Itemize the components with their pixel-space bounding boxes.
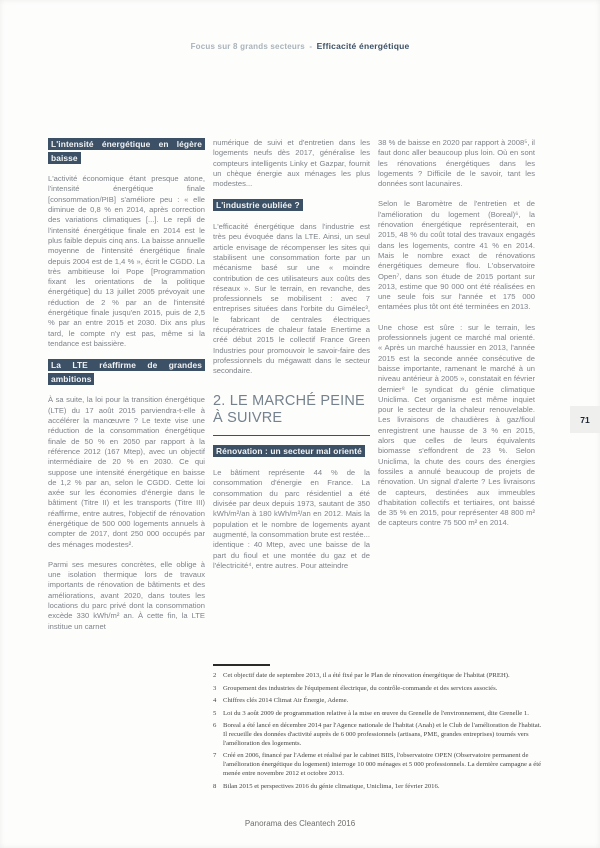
column-middle	[213, 138, 370, 581]
footnote-item: 2 Cet objectif date de septembre 2013, il a été fixé par le Plan de rénovation énergétique de l'habitat (PREH).	[213, 672, 510, 679]
page-number-tab	[570, 406, 600, 433]
footnote-item: 7 Créé en 2006, financé par l'Ademe et réalisé par le cabinet BIIS, l'observatoire OPEN (Observatoire permanent de l'amélioration énergétique du logement) interroge 10 000 ménages et 5 000 professionnels. La dernière campagne a été menée entre novembre 2012 et octobre 2013.	[213, 752, 542, 778]
header-section-title: Efficacité énergétique	[316, 41, 410, 51]
paragraph: numérique de suivi et d'entretien dans les logements neufs dès 2017, généralise les compteurs intelligents Linky et Gazpar, fournit un chèque énergie aux ménages les plus modestes...	[213, 138, 370, 189]
highlight-heading-intensite: L'intensité énergétique en légère baisse	[48, 138, 205, 165]
paragraph: L'efficacité énergétique dans l'industrie est très peu évoquée dans la LTE. Ainsi, un seul article envisage de récompenser les sites qui stabilisent une consommation forte par un mécanisme basé sur une « moindre contribution de ces utilisateurs aux coûts des réseaux ». Sur le terrain, en revanche, des professionnels se mobilisent : avec 7 entreprises situées dans l'orbite du Gimélec³, le fabricant de centrales électriques récupératrices de chaleur fatale Enertime a créé début 2015 le collectif France Green Industries pour promouvoir le savoir-faire des professionnels du mégawatt dans le secteur secondaire.	[213, 222, 370, 376]
footnote-item: 5 Loi du 3 août 2009 de programmation relative à la mise en œuvre du Grenelle de l'environnement, dite Grenelle 1.	[213, 709, 529, 717]
footnote-item: 6 Boreal a été lancé en décembre 2014 par l'Agence nationale de l'habitat (Anah) et le Club de l'amélioration de l'habitat. Il recueille des données d'activité auprès de 6 000 professionnels (artisans, PME, grandes entreprises) tournés vers l'amélioration des logements.	[213, 722, 542, 747]
column-right	[378, 138, 535, 539]
column-left	[48, 138, 205, 642]
page-number: 71	[580, 414, 590, 425]
footnote-item: 8 Bilan 2015 et perspectives 2016 du génie climatique, Uniclima, 1er février 2016.	[213, 782, 440, 790]
highlight-heading-renovation: Rénovation : un secteur mal orienté	[213, 445, 370, 459]
paragraph: À sa suite, la loi pour la transition énergétique (LTE) du 17 août 2015 parviendra-t-elle à accélérer la manœuvre ? Le texte vise une réduction de la consommation énergétique finale de 50 % en 2050 par rapport à la référence 2012 (167 Mtep), avec un objectif intermédiaire de 20 % en 2030. Ce qui suppose une intensité énergétique en baisse de 1,2 % par an, selon le CGDD. Cette loi axée sur les économies d'énergie dans le bâtiment (Titre II) et les transports (Titre III) réaffirme, entre autres, l'objectif de rénovation énergétique de 500 000 logements annuels à compter de 2017, dont 250 000 occupés par des ménages modestes².	[48, 395, 205, 549]
paragraph: L'activité économique étant presque atone, l'intensité énergétique finale [consommation/PIB] s'améliore peu : « elle diminue de 0,8 % en 2014, après correction des variations climatiques [...]. Le repli de l'intensité énergétique finale en 2014 est le plus faible depuis cinq ans. La baisse annuelle moyenne de l'intensité énergétique finale depuis 2004 est de 1,4 % », écrit le CGDD. La très ambitieuse loi Pope [Programmation fixant les orientations de la politique énergétique] du 13 juillet 2005 prévoyait une réduction de 2 % par an de l'intensité énergétique finale jusqu'en 2015, puis de 2,5 % par an entre 2015 et 2030. Dix ans plus tard, le compte n'y est pas, même si la tendance est baissière.	[48, 174, 205, 348]
highlight-heading-lte: La LTE réaffirme de grandes ambitions	[48, 359, 205, 386]
header-breadcrumb: Focus sur 8 grands secteurs	[190, 42, 305, 51]
paragraph: Le bâtiment représente 44 % de la consommation d'énergie en France. La consommation du parc résidentiel a été divisée par deux depuis 1973, sautant de 350 kWh/m²/an à 180 kWh/m²/an en 2012. Mais la population et le nombre de logements ayant augmenté, la consommation brute est restée... identique : 40 Mtep, avec une baisse de la part du fioul et une montée du gaz et de l'électricité⁴, entre autres. Pour atteindre	[213, 468, 370, 570]
footnote-item: 3 Groupement des industries de l'équipement électrique, du contrôle-commande et des services associés.	[213, 684, 498, 692]
paragraph: Une chose est sûre : sur le terrain, les professionnels jugent ce marché mal orienté. « Après un marché haussier en 2013, l'année 2015 est la seconde année consécutive de baisse importante, ramenant le marché à un niveau antérieur à 2005 », constatait en février dernier⁸ le syndicat du génie climatique Uniclima. Cet organisme est même inquiet pour le secteur de la chaleur renouvelable. Les livraisons de chaudières à gaz/fioul enregistrent une hausse de 3 % en 2015, alors que celles de leurs équivalents biomasse s'effondrent de 23 %. Selon Uniclima, la chute des cours des énergies fossiles a annulé beaucoup de projets de rénovation. Un signal d'alerte ? Les livraisons de capteurs, destinées aux immeubles d'habitation collectifs et tertiaires, ont baissé de 35 % en 2015, pour représenter 48 800 m² de capteurs contre 75 500 m² en 2014.	[378, 322, 535, 528]
highlight-heading-industrie: L'industrie oubliée ?	[213, 199, 370, 213]
footnote-item: 4 Chiffres clés 2014 Climat Air Énergie, Ademe.	[213, 697, 349, 704]
paragraph: 38 % de baisse en 2020 par rapport à 2008⁵, il faut donc aller beaucoup plus loin. Où en sont les rénovations énergétiques dans les logements ? Difficile de le savoir, tant les données sont lacunaires.	[378, 138, 535, 189]
paragraph: Selon le Baromètre de l'entretien et de l'amélioration du logement (Boreal)⁶, la rénovation énergétique représenterait, en 2015, 48 % du coût total des travaux engagés dans les logements, contre 41 % en 2014. Mais le nombre exact de rénovations énergétiques demeure flou. L'observatoire Open⁷, dans son étude de 2015 portant sur 2013, estime que 90 000 ont été réalisées en une seule fois sur l'année et 175 000 entamées plus tôt ont été terminées en 2013.	[378, 199, 535, 312]
page-footer: Panorama des Cleantech 2016	[244, 819, 356, 828]
footnote-rule	[213, 664, 270, 666]
page-header	[0, 41, 600, 51]
section-title-marche: 2. LE MARCHÉ PEINE À SUIVRE	[213, 393, 370, 436]
section-block	[213, 393, 370, 459]
paragraph: Parmi ses mesures concrètes, elle oblige à une isolation thermique lors de travaux importants de rénovation de bâtiments et des améliorations, avant 2020, dans toutes les locations du parc privé dont la consommation excède 330 kWh/m² an. À cette fin, la LTE institue un carnet	[48, 559, 205, 631]
footnotes	[213, 664, 542, 795]
header-separator: -	[309, 42, 313, 51]
